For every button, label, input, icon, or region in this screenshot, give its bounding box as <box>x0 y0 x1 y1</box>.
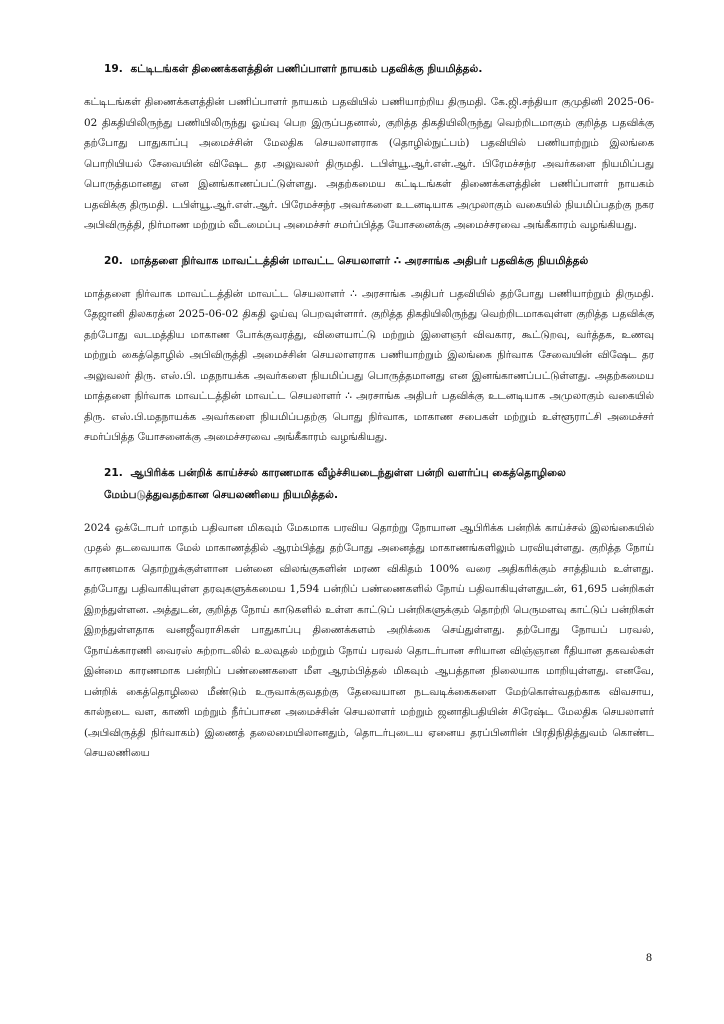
section-20 <box>84 250 654 448</box>
section-heading <box>84 58 654 80</box>
section-title: கட்டிடங்கள் திணைக்களத்தின் பணிப்பாளர் நாயகம் பதவிக்கு நியமித்தல். <box>130 63 483 75</box>
section-number: 19. <box>104 63 123 75</box>
section-21 <box>84 462 654 764</box>
section-title: ஆபிரிக்க பன்றிக் காய்ச்சல் காரணமாக வீழ்ச்சியடைந்துள்ள பன்றி வளர்ப்பு கைத்தொழிலை மேம்படுத்துவதற்கான செயலணியை நியமித்தல். <box>104 466 566 501</box>
section-title: மாத்தளை நிர்வாக மாவட்டத்தின் மாவட்ட செயலாளர் ∴ அரசாங்க அதிபர் பதவிக்கு நியமித்தல் <box>130 254 589 267</box>
section-body: மாத்தளை நிர்வாக மாவட்டத்தின் மாவட்ட செயலாளர் ∴ அரசாங்க அதிபர் பதவியில் தற்போது பணியாற்றும் திருமதி. தேஜானி திலகரத்ன 2025-06-02 திகதி ஓய்வு பெறவுள்ளார். குறித்த திகதியிலிருந்து வெற்றிடமாகவுள்ள குறித்த பதவிக்கு தற்போது வடமத்திய மாகாண போக்குவரத்து, விளையாட்டு மற்றும் இளைஞர் விவகார, கூட்டுறவு, வர்த்தக, உணவு மற்றும் கைத்தொழில் அபிவிருத்தி அமைச்சின் செயலாளராக பணியாற்றும் இலங்கை நிர்வாக சேவையின் விஷேட தர அலுவலர் திரு. எஸ்.பி. மதநாயக்க அவர்களை நியமிப்பது பொருத்தமானது என இனங்காணப்பட்டுள்ளது. அதற்கமைய மாத்தளை நிர்வாக மாவட்டத்தின் மாவட்ட செயலாளர் ∴ அரசாங்க அதிபர் பதவிக்கு உடனடியாக அமுலாகும் வகையில் திரு. எஸ்.பி.மதநாயக்க அவர்களை நியமிப்பதற்கு பொது நிர்வாக, மாகாண சபைகள் மற்றும் உள்ளூராட்சி அமைச்சர் சமர்ப்பித்த யோசனைக்கு அமைச்சரவை அங்கீகாரம் வழங்கியது. <box>84 287 654 443</box>
page-number: 8 <box>646 950 652 964</box>
section-heading <box>84 462 654 506</box>
section-number: 20. <box>104 254 123 267</box>
section-body: கட்டிடங்கள் திணைக்களத்தின் பணிப்பாளர் நாயகம் பதவியில் பணியாற்றிய திருமதி. கே.ஜி.சந்தியா குமுதினி 2025-06-02 திகதியிலிருந்து பணியிலிருந்து ஓய்வு பெற இருப்பதனால், குறித்த திகதியிலிருந்து வெற்றிடமாகும் குறித்த பதவிக்கு தற்போது பாதுகாப்பு அமைச்சின் மேலதிக செயலாளராக (தொழில்நுட்பம்) பதவியில் பணியாற்றும் இலங்கை பொறியியல் சேவையின் விஷேட தர அலுவலர் திருமதி. டபிள்யூ.ஆர்.எள்.ஆர். பிரேமச்சந்ர அவர்களை நியமிப்பது பொருத்தமானது என இனங்காணப்பட்டுள்ளது. அதற்கமைய கட்டிடங்கள் திணைக்களத்தின் பணிப்பாளர் நாயகம் பதவிக்கு திருமதி. டபிள்யூ.ஆர்.எள்.ஆர். பிரேமச்சந்ர அவர்களை உடனடியாக அமுலாகும் வகையில் நியமிப்பதற்கு நகர அபிவிருத்தி, நிர்மாண மற்றும் வீடமைப்பு அமைச்சர் சமர்ப்பித்த யோசனைக்கு அமைச்சரவை அங்கீகாரம் வழங்கியது. <box>84 96 654 231</box>
section-body: 2024 ஒக்டோபர் மாதம் பதிவான மிகவும் மேகமாக பரவிய தொற்று நோயான ஆபிரிக்க பன்றிக் காய்ச்சல் இலங்கையில் முதல் தடவையாக மேல் மாகாணத்தில் ஆரம்பித்து தற்போது அனைத்து மாகாணங்களிலும் பரவியுள்ளது. குறித்த நோய் காரணமாக தொற்றுக்குள்ளான பன்னை விலங்குகளின் மரண விகிதம் 100% வரை அதிகரிக்கும் சாத்தியம் உள்ளது. தற்போது பதிவாகியுள்ள தரவுகளுக்கமைய 1,594 பன்றிப் பண்ணைகளில் நோய் பதிவாகியுள்ளதுடன், 61,695 பன்றிகள் இறந்துள்ளன. அத்துடன், குறித்த நோய் காடுகளில் உள்ள காட்டுப் பன்றிகளுக்கும் தொற்றி பெருமளவு காட்டுப் பன்றிகள் இறந்துள்ளதாக வனஜீவராசிகள் பாதுகாப்பு திணைக்களம் அறிக்கை செய்துள்ளது. தற்போது நோயப் பரவல், நோய்க்காரணி வைரஸ் சுற்றாடலில் உலவுதல் மற்றும் நோய் பரவல் தொடர்பான சரியான விஞ்ஞான ரீதியான தகவல்கள் இன்மை காரணமாக பன்றிப் பண்ணைகளை மீள ஆரம்பித்தல் மிகவும் ஆபத்தான நிலையாக மாறியுள்ளது. எனவே, பன்றிக் கைத்தொழிலை மீண்டும் உருவாக்குவதற்கு தேவையான நடவடிக்கைகளை மேற்கொள்வதற்காக விவசாய, கால்நடை வள, காணி மற்றும் நீர்ப்பாசன அமைச்சின் செயலாளர் மற்றும் ஜனாதிபதியின் சிரேஷ்ட மேலதிக செயலாளர் (அபிவிருத்தி நிர்வாகம்) இணைத் தலைமையிலானதும், தொடர்புடைய ஏனைய தரப்பினரின் பிரதிநிதித்துவம் கொண்ட செயலணியை <box>84 521 654 759</box>
section-19 <box>84 58 654 236</box>
section-number: 21. <box>104 466 123 479</box>
section-heading <box>84 250 654 272</box>
